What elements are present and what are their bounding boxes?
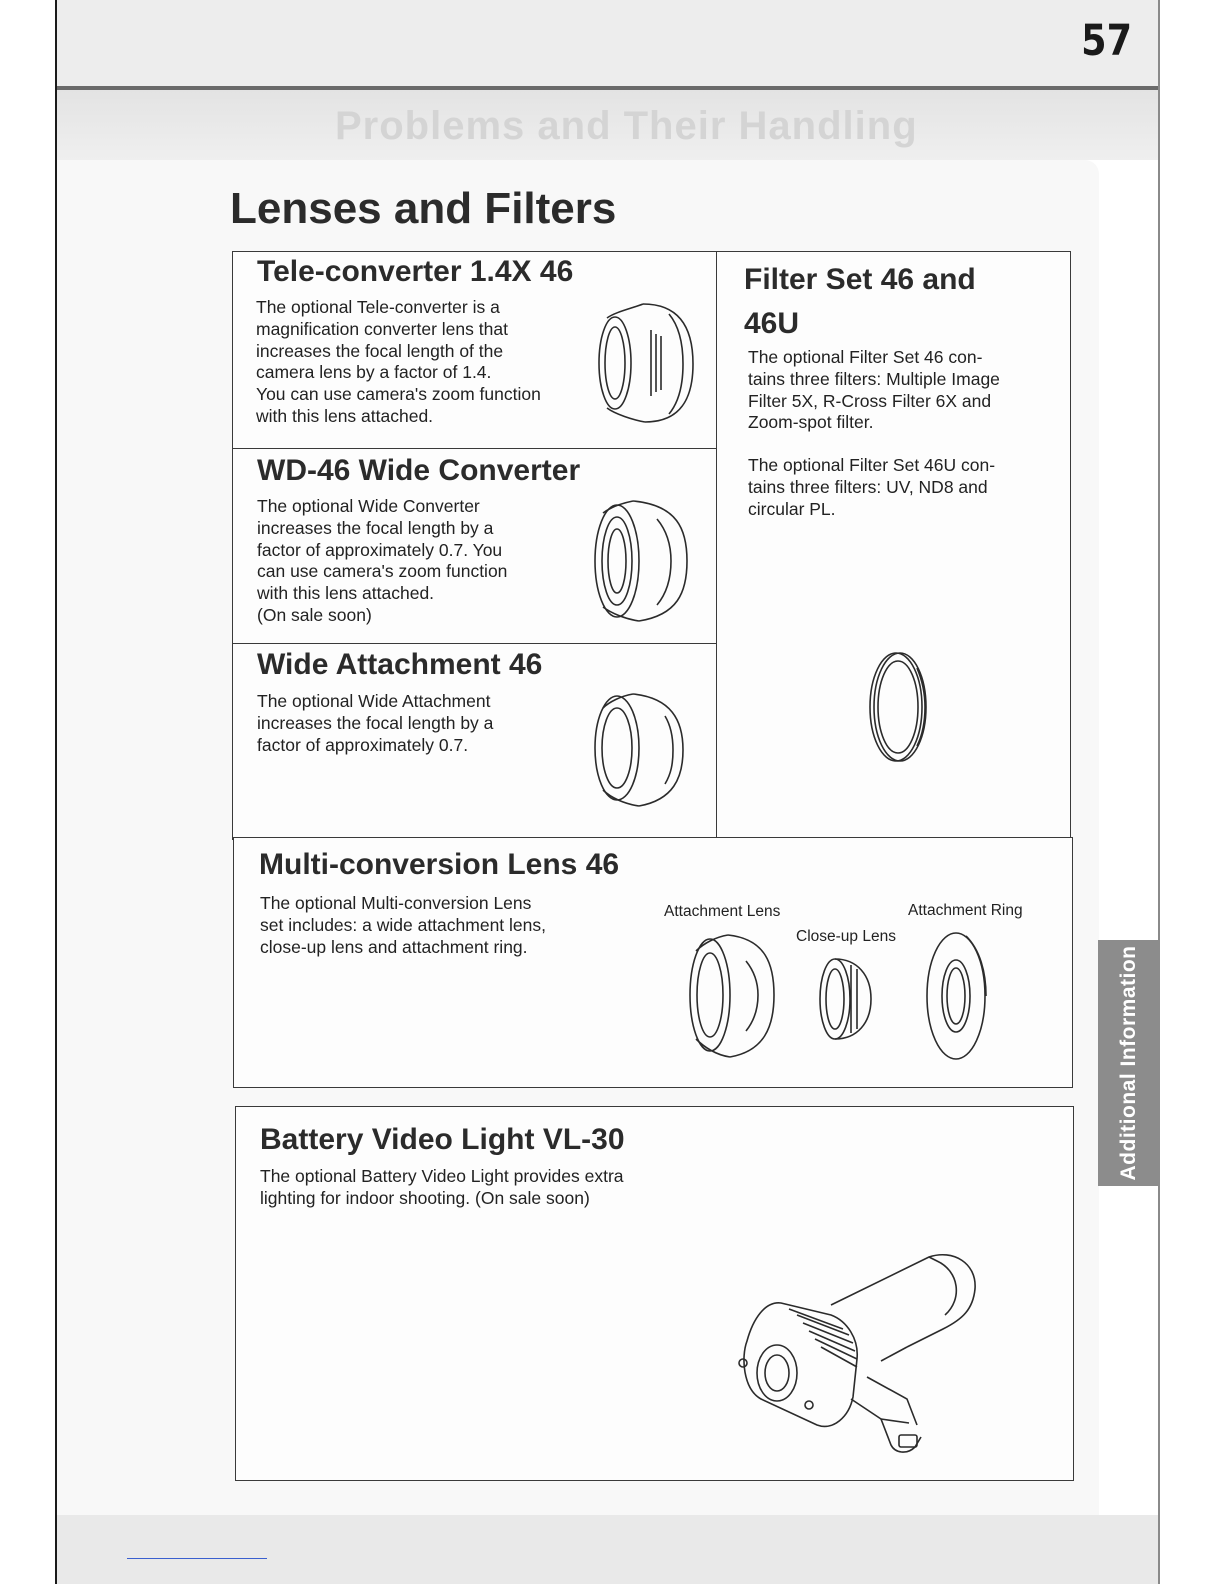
- close-up-lens-caption: Close-up Lens: [796, 928, 896, 945]
- wide-attachment-lens-icon: [591, 690, 701, 810]
- text-line: The optional Multi-conversion Lens: [260, 893, 532, 913]
- page-title: Lenses and Filters: [230, 184, 617, 233]
- text-line: The optional Tele-converter is a: [256, 297, 500, 317]
- attachment-lens-caption: Attachment Lens: [664, 903, 781, 920]
- footer-rule: [127, 1558, 267, 1559]
- video-light-description: [260, 1165, 740, 1209]
- text-line: Filter 5X, R-Cross Filter 6X and: [748, 390, 992, 411]
- wide-attachment-description: [257, 691, 577, 756]
- title-line: 46U: [744, 307, 800, 340]
- wide-converter-description: [257, 496, 577, 627]
- bleed-through-heading: Problems and Their Handling: [335, 104, 918, 148]
- text-line: close-up lens and attachment ring.: [260, 936, 528, 957]
- page-number: 57: [1081, 16, 1132, 66]
- multi-conversion-title: Multi-conversion Lens 46: [259, 848, 620, 881]
- filter-set-46u-description: [748, 455, 1058, 520]
- text-line: tains three filters: UV, ND8 and: [748, 476, 988, 497]
- text-line: increases the focal length by a: [257, 517, 494, 538]
- wide-converter-box: [232, 448, 718, 645]
- filter-ring-icon: [865, 650, 935, 768]
- multi-conversion-description: [260, 893, 620, 958]
- text-line: set includes: a wide attachment lens,: [260, 914, 546, 935]
- text-line: increases the focal length of the: [256, 340, 504, 361]
- text-line: magnification converter lens that: [256, 318, 508, 339]
- attachment-ring-caption: Attachment Ring: [908, 902, 1023, 919]
- text-line: with this lens attached.: [256, 405, 434, 426]
- text-line: The optional Wide Converter: [257, 496, 480, 516]
- wide-converter-title: WD-46 Wide Converter: [257, 454, 581, 487]
- filter-set-box: [716, 251, 1071, 840]
- filter-set-title: [744, 258, 976, 346]
- text-line: You can use camera's zoom function: [256, 384, 541, 405]
- tele-converter-lens-icon: [593, 300, 703, 430]
- text-line: with this lens attached.: [257, 583, 435, 604]
- text-line: (On sale soon): [257, 604, 372, 625]
- attachment-lens-icon: [688, 931, 788, 1061]
- text-line: camera lens by a factor of 1.4.: [256, 362, 492, 383]
- text-line: factor of approximately 0.7. You: [257, 539, 503, 560]
- text-line: can use camera's zoom function: [257, 561, 508, 582]
- close-up-lens-icon: [817, 951, 877, 1047]
- header-band: [57, 0, 1158, 86]
- multi-conversion-box: [233, 837, 1073, 1088]
- text-line: Zoom-spot filter.: [748, 412, 874, 433]
- text-line: The optional Filter Set 46 con-: [748, 347, 983, 367]
- tele-converter-description: [256, 297, 626, 428]
- text-line: increases the focal length by a: [257, 712, 494, 733]
- filter-set-46-description: [748, 347, 1058, 434]
- scan-edge-right: [1158, 0, 1160, 1584]
- title-line: Filter Set 46 and: [744, 263, 976, 296]
- text-line: factor of approximately 0.7.: [257, 734, 469, 755]
- wide-attachment-box: [232, 643, 718, 840]
- scan-edge-left: [55, 0, 57, 1584]
- side-tab-label: Additional Information: [1117, 945, 1140, 1181]
- footer-band: [57, 1515, 1158, 1584]
- text-line: circular PL.: [748, 498, 836, 519]
- wide-converter-lens-icon: [593, 497, 703, 627]
- video-light-title: Battery Video Light VL-30: [260, 1123, 625, 1156]
- attachment-ring-icon: [924, 928, 994, 1064]
- text-line: tains three filters: Multiple Image: [748, 368, 1000, 389]
- header-rule: [57, 86, 1158, 90]
- text-line: The optional Battery Video Light provides extra: [260, 1166, 624, 1186]
- tele-converter-title: Tele-converter 1.4X 46: [257, 255, 574, 288]
- video-light-icon: [731, 1249, 991, 1459]
- text-line: The optional Filter Set 46U con-: [748, 455, 996, 475]
- text-line: The optional Wide Attachment: [257, 691, 491, 711]
- text-line: lighting for indoor shooting. (On sale soon): [260, 1188, 590, 1208]
- video-light-box: [235, 1106, 1074, 1481]
- wide-attachment-title: Wide Attachment 46: [257, 648, 543, 681]
- tele-converter-box: [232, 251, 718, 450]
